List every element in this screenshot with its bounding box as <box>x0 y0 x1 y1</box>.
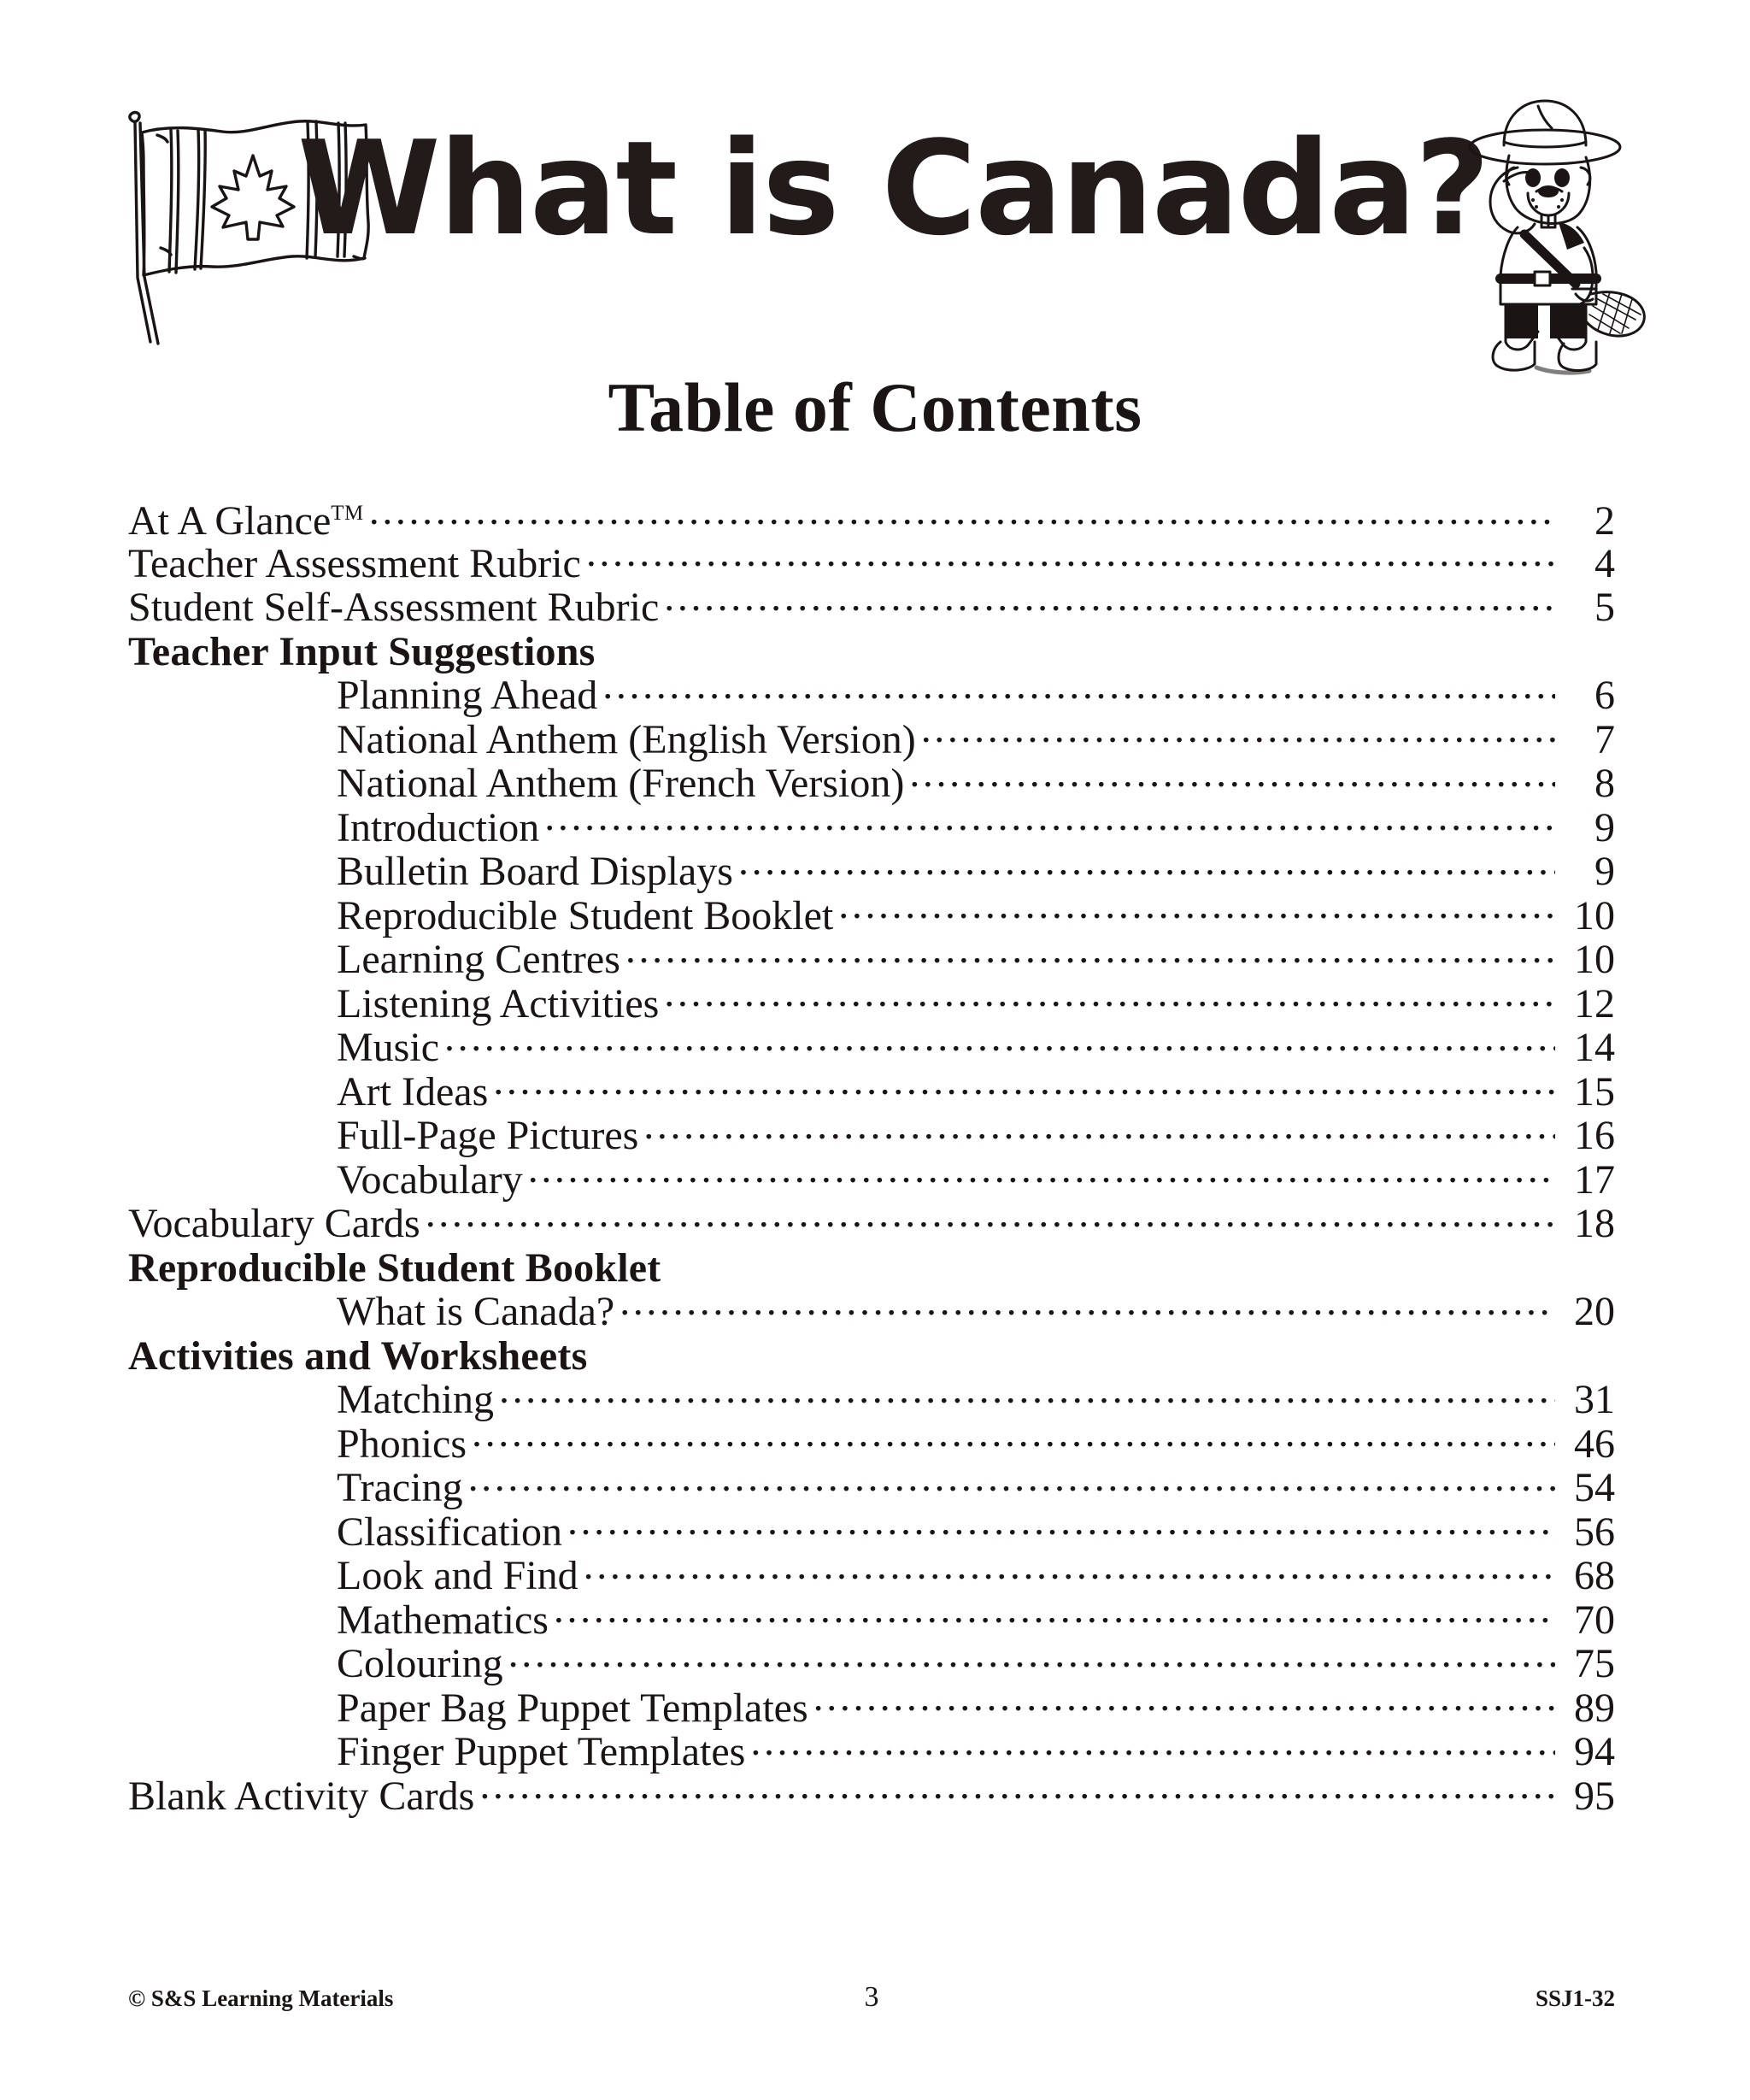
toc-entry[interactable] <box>128 1592 1615 1643</box>
toc-entry[interactable] <box>128 1372 1615 1422</box>
toc-entry-label: Teacher Assessment Rubric <box>128 540 581 586</box>
toc-entry[interactable] <box>128 1768 1615 1819</box>
toc-dot-leader <box>544 800 1555 841</box>
toc-entry-label: Colouring <box>337 1641 503 1686</box>
toc-page-number: 4 <box>1594 540 1615 586</box>
toc-page-number: 2 <box>1594 498 1615 544</box>
toc-entry[interactable] <box>128 1416 1615 1467</box>
footer-page-number: 3 <box>864 1981 879 2013</box>
toc-entry-label: Listening Activities <box>337 980 660 1026</box>
toc-dot-leader <box>493 1064 1555 1105</box>
page-title-block <box>297 91 1489 287</box>
toc-entry[interactable] <box>128 668 1615 718</box>
toc-dot-leader <box>468 1460 1555 1501</box>
toc-page-number: 31 <box>1574 1377 1615 1422</box>
toc-page-number: 89 <box>1574 1685 1615 1731</box>
toc-page-number: 9 <box>1594 849 1615 894</box>
toc-entry-label: Reproducible Student Booklet <box>128 1244 661 1291</box>
toc-dot-leader <box>738 844 1555 885</box>
toc-entry[interactable] <box>128 800 1615 850</box>
toc-entry[interactable] <box>128 1504 1615 1555</box>
mountie-beaver-mascot-icon <box>1408 85 1690 376</box>
toc-entry-label: Blank Activity Cards <box>128 1773 475 1819</box>
toc-page-number: 94 <box>1574 1729 1615 1774</box>
toc-page-number: 9 <box>1594 804 1615 850</box>
toc-entry[interactable] <box>128 1724 1615 1774</box>
toc-page-number: 56 <box>1574 1509 1615 1555</box>
toc-entry-label: Full-Page Pictures <box>337 1113 639 1158</box>
toc-dot-leader <box>625 932 1555 973</box>
toc-entry-label: Learning Centres <box>337 937 620 982</box>
toc-entry[interactable] <box>128 1064 1615 1115</box>
toc-dot-leader <box>528 1152 1555 1193</box>
toc-entry-label: At A Glance™ <box>128 498 364 544</box>
toc-page-number: 54 <box>1574 1465 1615 1510</box>
toc-entry[interactable] <box>128 1460 1615 1510</box>
trademark-mark: TM <box>331 502 364 525</box>
toc-dot-leader <box>600 624 1615 665</box>
toc-entry[interactable] <box>128 491 1615 544</box>
toc-page-number: 12 <box>1574 980 1615 1026</box>
toc-page-number: 7 <box>1594 716 1615 762</box>
toc-entry[interactable] <box>128 1680 1615 1731</box>
toc-page-number: 20 <box>1574 1289 1615 1334</box>
toc-dot-leader <box>643 1108 1555 1149</box>
toc-page-number: 46 <box>1574 1421 1615 1467</box>
toc-entry[interactable] <box>128 756 1615 806</box>
toc-entry-label: Vocabulary <box>337 1156 523 1203</box>
toc-page-number: 14 <box>1574 1025 1615 1070</box>
toc-dot-leader <box>586 536 1555 577</box>
toc-entry[interactable] <box>128 888 1615 938</box>
toc-entry[interactable] <box>128 1020 1615 1070</box>
toc-page-number: 16 <box>1574 1113 1615 1158</box>
toc-dot-leader <box>508 1636 1555 1677</box>
toc-page-number: 5 <box>1594 585 1615 630</box>
toc-entry-label: Mathematics <box>337 1597 549 1643</box>
toc-entry-label: Activities and Worksheets <box>128 1332 588 1379</box>
toc-entry-label: Matching <box>337 1377 494 1422</box>
toc-entry[interactable] <box>128 1284 1615 1334</box>
toc-entry[interactable] <box>128 712 1615 762</box>
toc-dot-leader <box>664 976 1555 1017</box>
table-of-contents-list <box>128 491 1615 1819</box>
toc-entry[interactable] <box>128 1196 1615 1246</box>
toc-dot-leader <box>750 1724 1555 1765</box>
footer-product-code: SSJ1-32 <box>1535 1985 1615 2011</box>
toc-entry-label: Planning Ahead <box>337 673 598 718</box>
toc-entry[interactable] <box>128 579 1615 630</box>
toc-dot-leader <box>664 579 1555 621</box>
toc-dot-leader <box>620 1284 1555 1325</box>
toc-dot-leader <box>921 712 1555 753</box>
toc-entry-label: Introduction <box>337 804 540 850</box>
toc-dot-leader <box>813 1680 1555 1721</box>
toc-entry[interactable] <box>128 1548 1615 1598</box>
toc-dot-leader <box>554 1592 1555 1633</box>
toc-entry[interactable] <box>128 536 1615 586</box>
toc-page-number: 6 <box>1594 673 1615 718</box>
toc-entry-label: Classification <box>337 1509 562 1555</box>
toc-entry-label: Finger Puppet Templates <box>337 1729 746 1774</box>
toc-entry-label: National Anthem (French Version) <box>337 761 905 806</box>
toc-entry[interactable] <box>128 1152 1615 1203</box>
toc-page-number: 8 <box>1594 761 1615 806</box>
toc-dot-leader <box>499 1372 1555 1413</box>
toc-entry-label: Vocabulary Cards <box>128 1201 420 1246</box>
toc-page-number: 70 <box>1574 1597 1615 1643</box>
page-header <box>0 72 1750 328</box>
toc-entry-label: Reproducible Student Booklet <box>337 892 834 938</box>
toc-entry-label: Teacher Input Suggestions <box>128 628 596 674</box>
toc-entry-label: Art Ideas <box>337 1068 489 1115</box>
toc-page-number: 18 <box>1574 1201 1615 1246</box>
toc-entry[interactable] <box>128 844 1615 894</box>
toc-page-number: 10 <box>1574 937 1615 982</box>
toc-entry-label: Phonics <box>337 1421 467 1467</box>
toc-section-header[interactable] <box>128 624 1615 674</box>
toc-entry-label: Paper Bag Puppet Templates <box>337 1685 808 1731</box>
toc-page-number: 95 <box>1574 1773 1615 1819</box>
toc-dot-leader <box>838 888 1555 929</box>
footer-copyright: © S&S Learning Materials <box>128 1985 394 2011</box>
toc-dot-leader <box>472 1416 1555 1457</box>
toc-page-number: 75 <box>1574 1641 1615 1686</box>
toc-entry[interactable] <box>128 976 1615 1026</box>
toc-dot-leader <box>369 493 1555 534</box>
toc-entry-label: Tracing <box>337 1465 463 1510</box>
toc-dot-leader <box>666 1240 1615 1281</box>
toc-entry-label: What is Canada? <box>337 1289 615 1334</box>
toc-entry-label: Music <box>337 1025 439 1070</box>
page-title: What is Canada? <box>297 113 1489 264</box>
toc-entry[interactable] <box>128 932 1615 982</box>
toc-dot-leader <box>426 1196 1555 1237</box>
page-footer <box>128 1981 1615 2014</box>
toc-page-number: 68 <box>1574 1553 1615 1598</box>
table-of-contents-heading: Table of Contents <box>608 368 1142 446</box>
toc-dot-leader <box>479 1768 1555 1809</box>
toc-entry-label: National Anthem (English Version) <box>337 716 916 762</box>
toc-dot-leader <box>909 756 1555 797</box>
toc-dot-leader <box>602 668 1555 709</box>
toc-dot-leader <box>444 1020 1555 1061</box>
toc-entry-label: Look and Find <box>337 1553 578 1598</box>
toc-dot-leader <box>592 1328 1615 1369</box>
toc-entry[interactable] <box>128 1636 1615 1686</box>
toc-section-header[interactable] <box>128 1240 1615 1291</box>
toc-page-number: 10 <box>1574 892 1615 938</box>
toc-dot-leader <box>584 1548 1555 1589</box>
toc-entry-label: Student Self-Assessment Rubric <box>128 585 660 630</box>
toc-entry-label: Bulletin Board Displays <box>337 849 733 894</box>
toc-section-header[interactable] <box>128 1328 1615 1379</box>
toc-dot-leader <box>567 1504 1555 1545</box>
toc-entry[interactable] <box>128 1108 1615 1158</box>
toc-page-number: 17 <box>1574 1156 1615 1203</box>
toc-page-number: 15 <box>1574 1068 1615 1115</box>
